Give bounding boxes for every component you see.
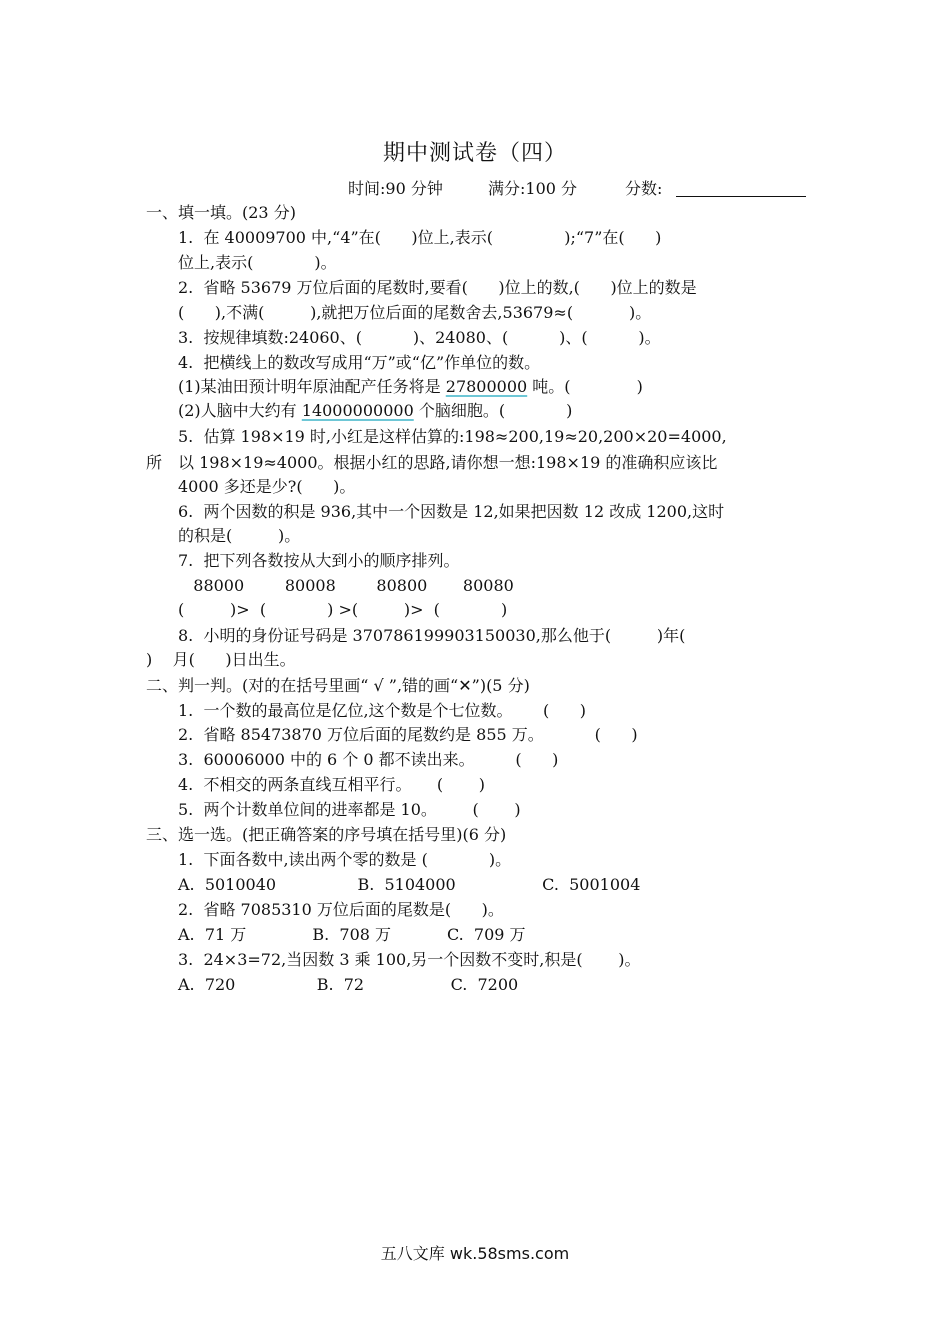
s1-q4-sub1-pre: (1)某油田预计明年原油配产任务将是 — [178, 377, 446, 396]
s1-q4-sub2-number: 14000000000 — [301, 401, 414, 420]
s1-q5-line3: 4000 多还是少?( )。 — [178, 477, 356, 496]
s1-q7-numbers: 88000 80008 80800 80080 — [178, 576, 514, 595]
s2-q4: 4. 不相交的两条直线互相平行。 ( ) — [178, 775, 485, 794]
s3-q2: 2. 省略 7085310 万位后面的尾数是( )。 — [178, 900, 504, 919]
section2-heading: 二、判一判。(对的在括号里画“ √ ”,错的画“✕”)(5 分) — [146, 676, 530, 695]
full-score-label: 满分:100 分 — [488, 179, 578, 198]
s1-q8-line1: 8. 小明的身份证号码是 370786199903150030,那么他于( )年( — [178, 626, 686, 645]
s3-q1: 1. 下面各数中,读出两个零的数是 ( )。 — [178, 850, 512, 869]
s1-q4-sub1-post: 吨。( ) — [527, 377, 643, 396]
s3-q1-options: A. 5010040 B. 5104000 C. 5001004 — [178, 875, 641, 894]
s1-q4-sub2 — [178, 399, 572, 423]
page-title: 期中测试卷（四） — [382, 141, 567, 166]
s1-q1-line1: 1. 在 40009700 中,“4”在( )位上,表示( );“7”在( ) — [178, 228, 662, 247]
s2-q3: 3. 60006000 中的 6 个 0 都不读出来。 ( ) — [178, 750, 559, 769]
s3-q2-options: A. 71 万 B. 708 万 C. 709 万 — [178, 925, 526, 944]
score-blank[interactable] — [676, 196, 806, 197]
s1-q5-suo: 所 — [146, 453, 163, 472]
s1-q2-line2: ( ),不满( ),就把万位后面的尾数舍去,53679≈( )。 — [178, 303, 652, 322]
s1-q7: 7. 把下列各数按从大到小的顺序排列。 — [178, 551, 460, 570]
s1-q8-line2: ) 月( )日出生。 — [146, 650, 296, 669]
s1-q4-sub2-pre: (2)人脑中大约有 — [178, 401, 302, 420]
s1-q2-line1: 2. 省略 53679 万位后面的尾数时,要看( )位上的数,( )位上的数是 — [178, 278, 697, 297]
s1-q4-sub1 — [178, 375, 643, 399]
s1-q6-line1: 6. 两个因数的积是 936,其中一个因数是 12,如果把因数 12 改成 1200,这时 — [178, 502, 725, 521]
score-label: 分数: — [625, 179, 663, 198]
s1-q5-line1: 5. 估算 198×19 时,小红是这样估算的:198≈200,19≈20,200×20=4000, — [178, 427, 727, 446]
s1-q7-answer: ( )> ( ) >( )> ( ) — [178, 600, 508, 619]
s1-q3: 3. 按规律填数:24060、( )、24080、( )、( )。 — [178, 328, 661, 347]
s1-q4: 4. 把横线上的数改写成用“万”或“亿”作单位的数。 — [178, 353, 541, 372]
section1-heading: 一、填一填。(23 分) — [146, 203, 296, 222]
s1-q5-line2: 以 198×19≈4000。根据小红的思路,请你想一想:198×19 的准确积应该比 — [178, 453, 718, 472]
s2-q1: 1. 一个数的最高位是亿位,这个数是个七位数。 ( ) — [178, 701, 587, 720]
time-label: 时间:90 分钟 — [348, 179, 443, 198]
s1-q6-line2: 的积是( )。 — [178, 526, 301, 545]
s1-q1-line2: 位上,表示( )。 — [178, 253, 337, 272]
s2-q5: 5. 两个计数单位间的进率都是 10。 ( ) — [178, 800, 521, 819]
s2-q2: 2. 省略 85473870 万位后面的尾数约是 855 万。 ( ) — [178, 725, 638, 744]
footer-watermark: 五八文库 wk.58sms.com — [380, 1244, 570, 1263]
section3-heading: 三、选一选。(把正确答案的序号填在括号里)(6 分) — [146, 825, 507, 844]
s3-q3-options: A. 720 B. 72 C. 7200 — [178, 975, 519, 994]
s3-q3: 3. 24×3=72,当因数 3 乘 100,另一个因数不变时,积是( )。 — [178, 950, 641, 969]
s1-q4-sub2-post: 个脑细胞。( ) — [413, 401, 573, 420]
s1-q4-sub1-number: 27800000 — [445, 377, 528, 396]
